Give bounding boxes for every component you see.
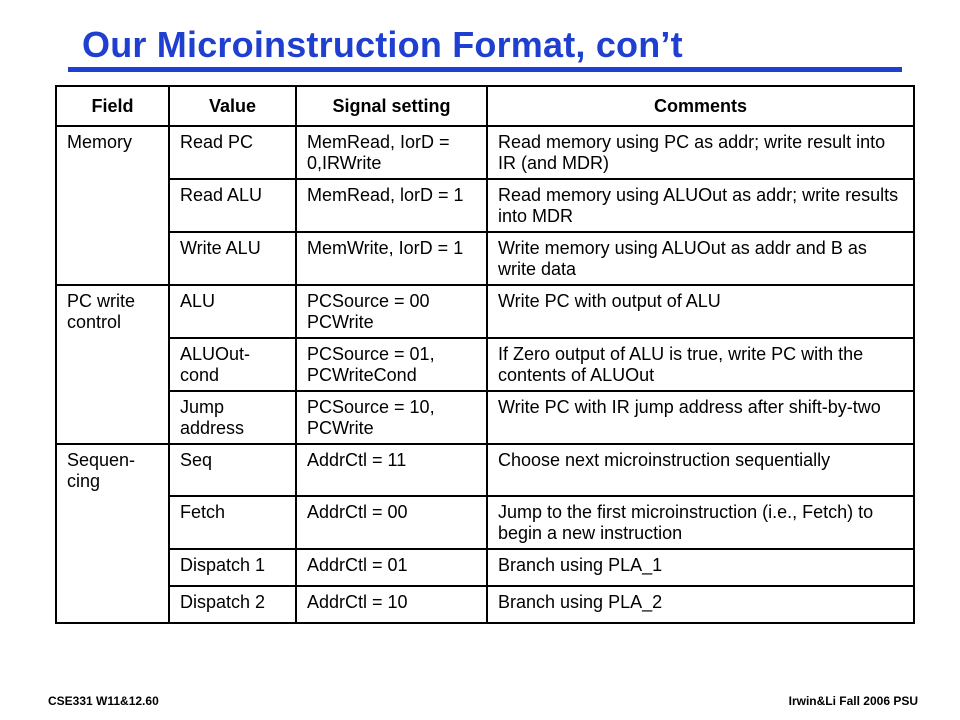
signal-cell: AddrCtl = 00 (296, 496, 487, 549)
header-value: Value (169, 86, 296, 126)
value-cell: Fetch (169, 496, 296, 549)
comment-cell: Branch using PLA_1 (487, 549, 914, 586)
signal-cell: MemRead, lorD = 1 (296, 179, 487, 232)
signal-cell: PCSource = 01, PCWriteCond (296, 338, 487, 391)
value-cell: Dispatch 1 (169, 549, 296, 586)
comment-cell: Write memory using ALUOut as addr and B as write data (487, 232, 914, 285)
value-cell: Dispatch 2 (169, 586, 296, 623)
header-comments: Comments (487, 86, 914, 126)
field-cell: Sequen-cing (56, 444, 169, 623)
slide-title: Our Microinstruction Format, con’t (82, 24, 683, 65)
header-signal-setting: Signal setting (296, 86, 487, 126)
value-cell: ALUOut-cond (169, 338, 296, 391)
value-cell: Read PC (169, 126, 296, 179)
field-cell: Memory (56, 126, 169, 285)
signal-cell: MemWrite, IorD = 1 (296, 232, 487, 285)
table-row (56, 179, 914, 232)
signal-cell: AddrCtl = 01 (296, 549, 487, 586)
table-row (56, 586, 914, 623)
footer-credit: Irwin&Li Fall 2006 PSU (788, 694, 918, 708)
value-cell: ALU (169, 285, 296, 338)
value-cell: Seq (169, 444, 296, 496)
value-cell: Write ALU (169, 232, 296, 285)
table-row (56, 444, 914, 496)
table-row (56, 232, 914, 285)
comment-cell: Write PC with IR jump address after shift-by-two (487, 391, 914, 444)
comment-cell: Read memory using ALUOut as addr; write results into MDR (487, 179, 914, 232)
table-row (56, 391, 914, 444)
comment-cell: Write PC with output of ALU (487, 285, 914, 338)
comment-cell: Branch using PLA_2 (487, 586, 914, 623)
value-cell: Read ALU (169, 179, 296, 232)
field-cell: PC write control (56, 285, 169, 444)
table-row (56, 549, 914, 586)
comment-cell: Jump to the first microinstruction (i.e., Fetch) to begin a new instruction (487, 496, 914, 549)
table-row (56, 285, 914, 338)
comment-cell: Choose next microinstruction sequentially (487, 444, 914, 496)
footer-course-id: CSE331 W11&12.60 (48, 694, 159, 708)
header-field: Field (56, 86, 169, 126)
comment-cell: If Zero output of ALU is true, write PC with the contents of ALUOut (487, 338, 914, 391)
table-row (56, 126, 914, 179)
signal-cell: PCSource = 00 PCWrite (296, 285, 487, 338)
table-row (56, 496, 914, 549)
signal-cell: PCSource = 10, PCWrite (296, 391, 487, 444)
value-cell: Jump address (169, 391, 296, 444)
signal-cell: MemRead, IorD = 0,IRWrite (296, 126, 487, 179)
microinstruction-table (55, 85, 915, 624)
signal-cell: AddrCtl = 11 (296, 444, 487, 496)
signal-cell: AddrCtl = 10 (296, 586, 487, 623)
title-underline (68, 67, 902, 72)
header-row (56, 86, 914, 126)
comment-cell: Read memory using PC as addr; write result into IR (and MDR) (487, 126, 914, 179)
table-row (56, 338, 914, 391)
